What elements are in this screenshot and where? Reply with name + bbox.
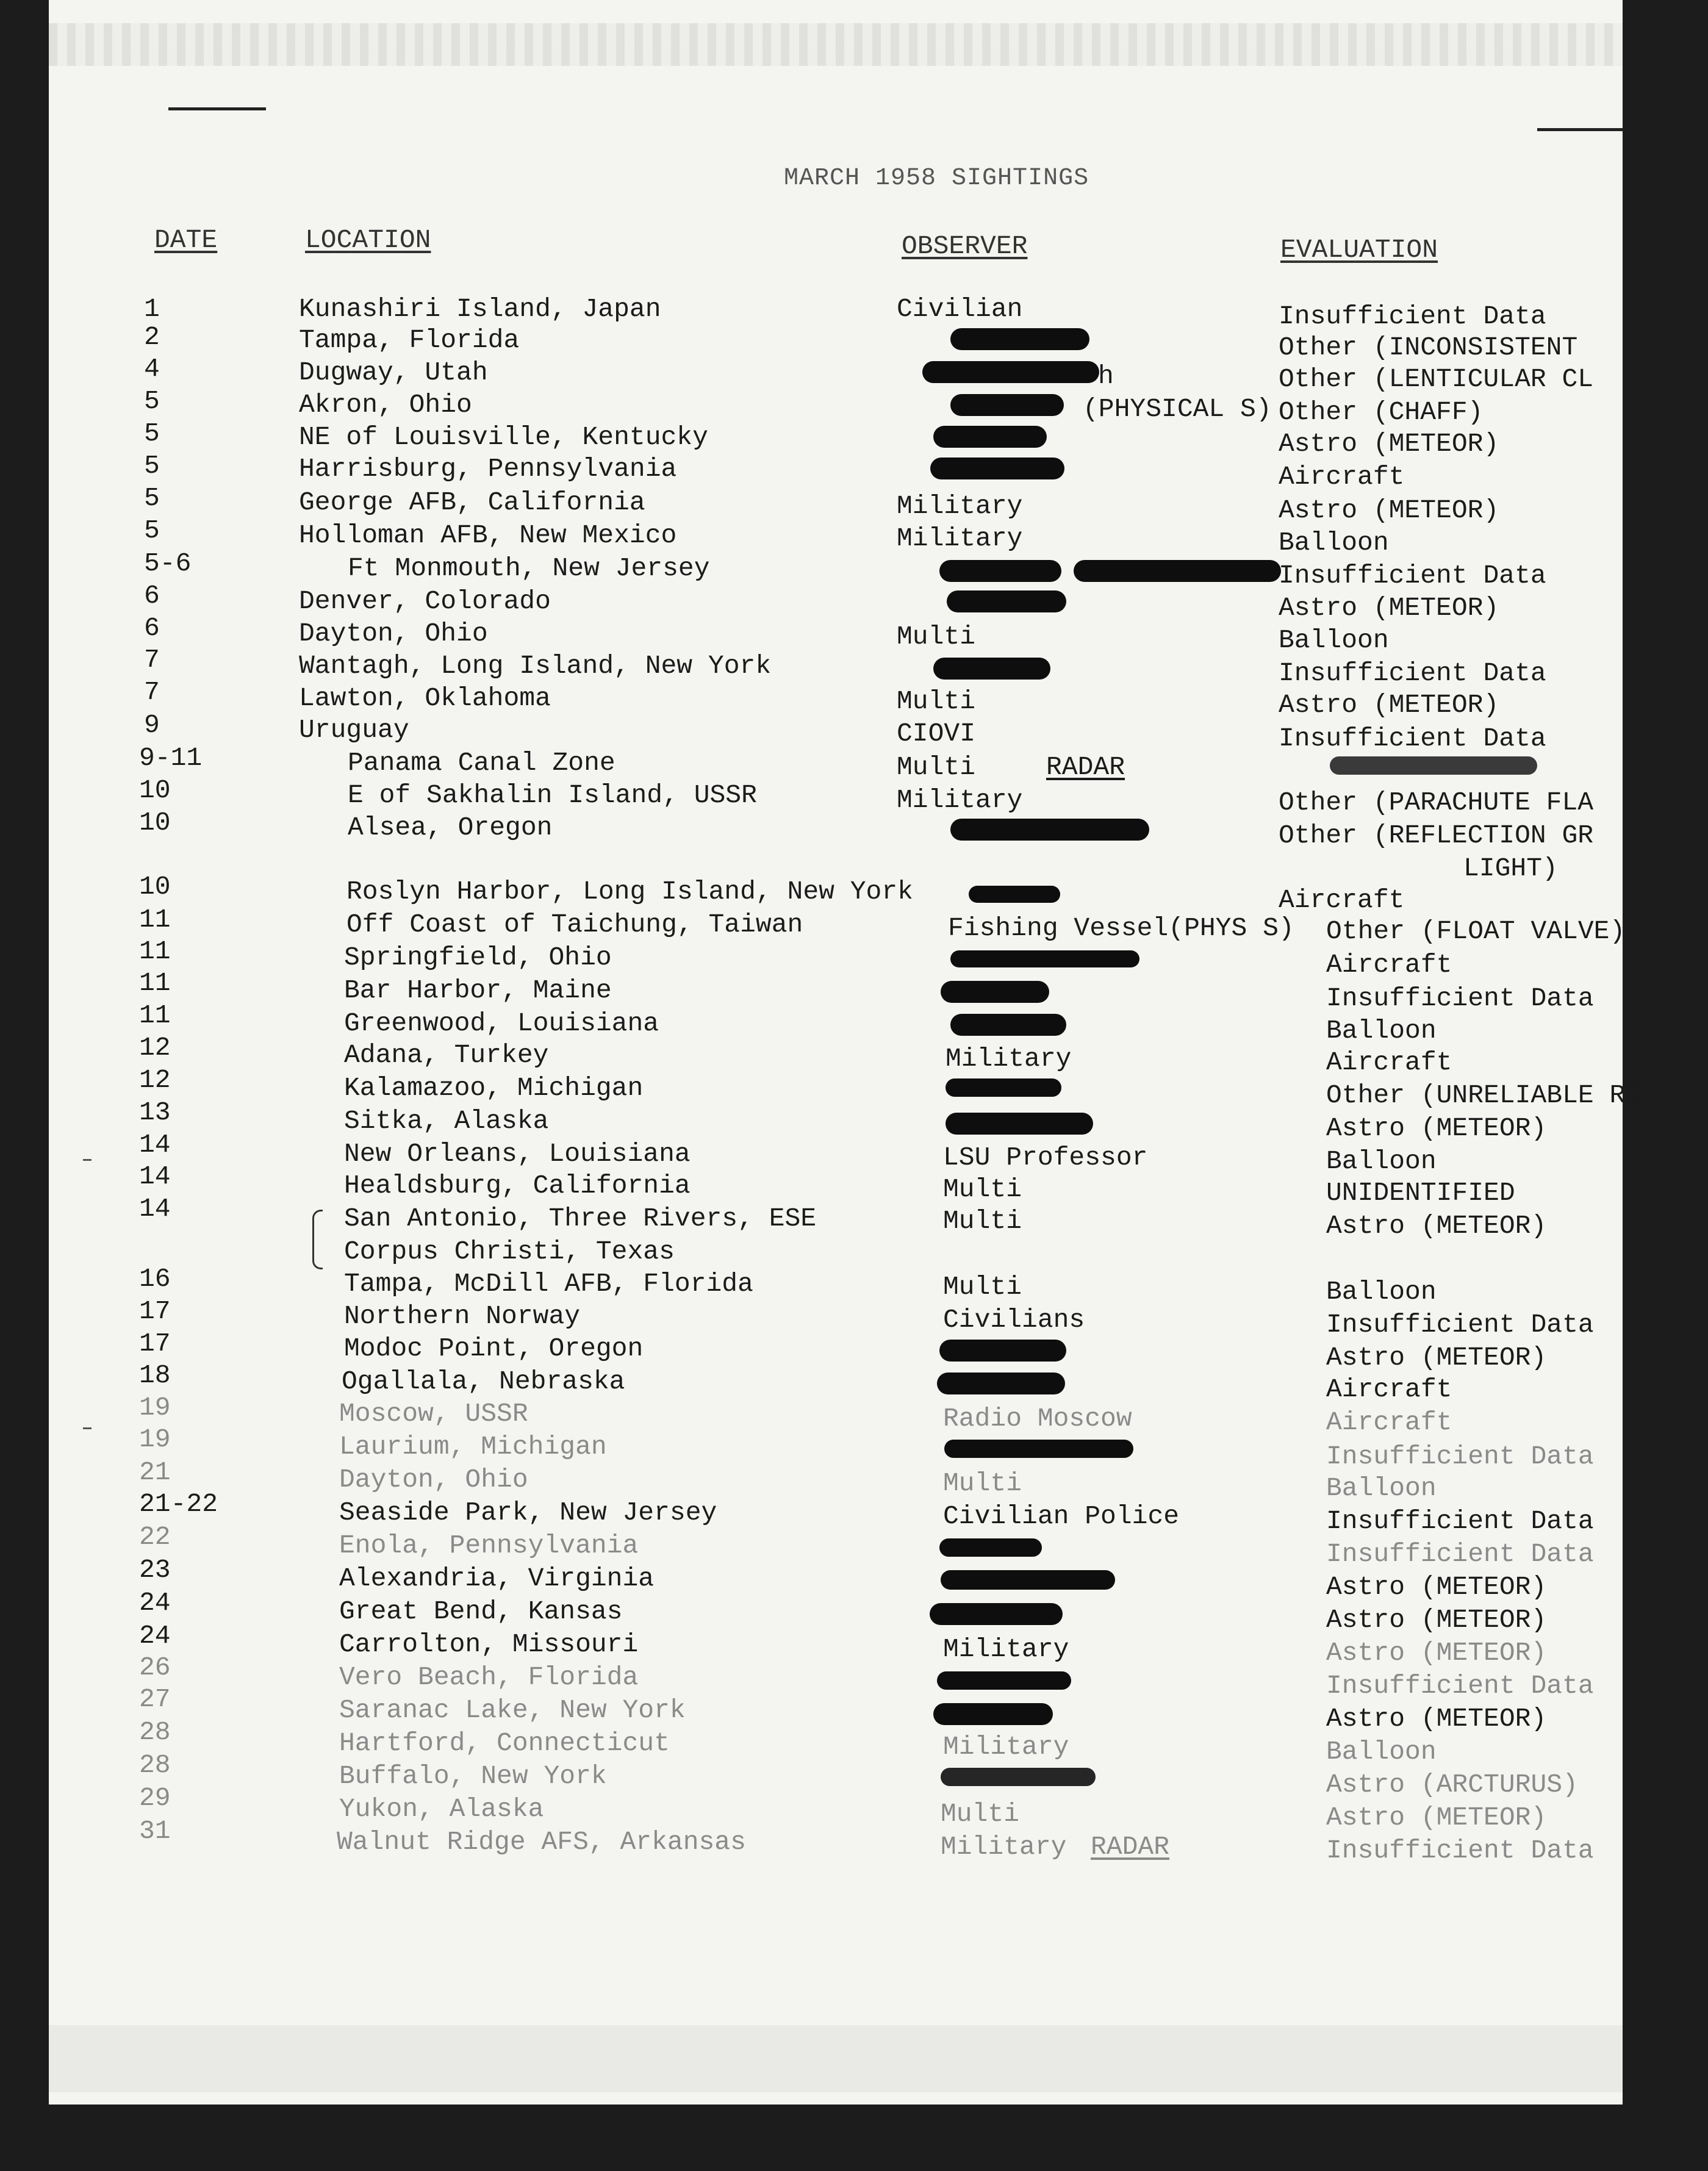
row-evaluation: Insufficient Data	[1326, 983, 1594, 1013]
row-observer: Multi	[897, 752, 976, 782]
row-observer: Multi	[943, 1468, 1022, 1498]
row-evaluation: Aircraft	[1279, 462, 1405, 492]
row-location: Seaside Park, New Jersey	[339, 1498, 717, 1527]
row-location: Kunashiri Island, Japan	[299, 294, 661, 324]
row-date: 17	[139, 1329, 171, 1358]
redaction-bar	[1330, 756, 1537, 775]
redaction-bar	[950, 328, 1089, 350]
row-observer: Civilian	[897, 294, 1023, 324]
row-location: Springfield, Ohio	[344, 942, 612, 972]
row-location: Off Coast of Taichung, Taiwan	[346, 910, 803, 939]
row-evaluation: Astro (METEOR)	[1279, 593, 1499, 623]
redaction-bar	[946, 1078, 1061, 1097]
redaction-bar	[939, 560, 1061, 582]
row-date: 27	[139, 1684, 171, 1714]
row-location: Buffalo, New York	[339, 1761, 607, 1791]
redaction-bar	[933, 1703, 1053, 1725]
row-evaluation: Insufficient Data	[1326, 1539, 1594, 1569]
row-date: 11	[139, 968, 171, 998]
grouping-brace	[312, 1210, 323, 1269]
row-location: Harrisburg, Pennsylvania	[299, 454, 677, 484]
row-evaluation: Astro (METEOR)	[1279, 495, 1499, 525]
row-date: 5	[144, 451, 160, 481]
row-location: Alexandria, Virginia	[339, 1563, 655, 1593]
document-page	[49, 0, 1642, 2105]
row-date: 9-11	[139, 743, 203, 773]
row-location: New Orleans, Louisiana	[344, 1139, 691, 1169]
row-date: 10	[139, 808, 171, 838]
redaction-bar	[1074, 560, 1281, 582]
row-location: Dugway, Utah	[299, 357, 488, 387]
row-evaluation: Other (CHAFF)	[1279, 397, 1484, 427]
row-date: 17	[139, 1296, 171, 1326]
row-location: Yukon, Alaska	[339, 1794, 544, 1824]
row-evaluation: Other (LENTICULAR CL	[1279, 364, 1594, 394]
row-location: Ft Monmouth, New Jersey	[348, 553, 710, 583]
row-location: Ogallala, Nebraska	[342, 1366, 625, 1396]
row-date: 12	[139, 1065, 171, 1095]
row-location: Healdsburg, California	[344, 1171, 691, 1200]
redaction-bar	[939, 1340, 1066, 1362]
row-observer: Military	[897, 785, 1023, 815]
row-evaluation: Aircraft	[1326, 1407, 1452, 1437]
evaluation-continuation: LIGHT)	[1463, 853, 1558, 883]
row-date: 13	[139, 1097, 171, 1127]
row-date: 12	[139, 1033, 171, 1063]
row-date: 11	[139, 905, 171, 935]
row-observer: Multi	[943, 1272, 1022, 1302]
row-date: 7	[144, 677, 160, 707]
row-date: 21-22	[139, 1489, 218, 1519]
row-evaluation: Balloon	[1326, 1146, 1437, 1176]
scan-bottom-band	[49, 2025, 1623, 2092]
row-location: Lawton, Oklahoma	[299, 683, 551, 713]
row-location: Sitka, Alaska	[344, 1106, 549, 1136]
row-location: Dayton, Ohio	[299, 619, 488, 648]
row-date: 5	[144, 386, 160, 416]
row-date: 2	[144, 322, 160, 352]
row-evaluation: Insufficient Data	[1326, 1310, 1594, 1340]
row-location: Kalamazoo, Michigan	[344, 1073, 644, 1103]
redaction-bar	[930, 1603, 1063, 1625]
row-evaluation: Astro (METEOR)	[1326, 1803, 1547, 1832]
row-location: Enola, Pennsylvania	[339, 1530, 639, 1560]
row-date: 19	[139, 1424, 171, 1454]
row-evaluation: Insufficient Data	[1279, 723, 1546, 753]
row-location: Dayton, Ohio	[339, 1465, 528, 1495]
row-evaluation: Astro (METEOR)	[1326, 1343, 1547, 1373]
row-date: 28	[139, 1717, 171, 1747]
row-evaluation: Aircraft	[1326, 950, 1452, 980]
row-evaluation: Astro (METEOR)	[1279, 429, 1499, 459]
row-date: 9	[144, 710, 160, 740]
row-location: San Antonio, Three Rivers, ESE	[344, 1204, 817, 1233]
row-evaluation: Insufficient Data	[1326, 1671, 1594, 1701]
row-date: 19	[139, 1393, 171, 1423]
row-observer: Military	[943, 1634, 1069, 1664]
row-date: 14	[139, 1130, 171, 1160]
row-date: 10	[139, 775, 171, 805]
row-date: 22	[139, 1522, 171, 1552]
row-observer: Multi	[943, 1174, 1022, 1204]
row-location: Uruguay	[299, 715, 409, 745]
redaction-bar	[941, 981, 1049, 1003]
row-date: 28	[139, 1750, 171, 1780]
radar-label: RADAR	[1091, 1832, 1170, 1862]
row-location: Carrolton, Missouri	[339, 1629, 639, 1659]
row-location: Adana, Turkey	[344, 1040, 549, 1070]
redaction-bar	[950, 819, 1149, 841]
row-date: 14	[139, 1194, 171, 1224]
row-observer: h	[1098, 361, 1114, 391]
row-location: E of Sakhalin Island, USSR	[348, 780, 757, 810]
row-evaluation: Insufficient Data	[1279, 561, 1546, 590]
row-evaluation: Insufficient Data	[1326, 1835, 1594, 1865]
row-evaluation: Astro (METEOR)	[1326, 1704, 1547, 1734]
row-location: Alsea, Oregon	[348, 813, 553, 842]
row-location: Denver, Colorado	[299, 586, 551, 616]
row-date: 31	[139, 1816, 171, 1846]
row-date: 11	[139, 936, 171, 966]
row-evaluation: Balloon	[1326, 1737, 1437, 1767]
row-evaluation: Astro (METEOR)	[1326, 1211, 1547, 1241]
row-location: George AFB, California	[299, 487, 645, 517]
row-evaluation: Insufficient Data	[1279, 301, 1546, 331]
header-evaluation: EVALUATION	[1280, 235, 1438, 265]
row-evaluation: Insufficient Data	[1326, 1506, 1594, 1536]
row-observer: Military	[897, 523, 1023, 553]
row-observer: Multi	[897, 686, 976, 716]
row-date: 6	[144, 581, 160, 611]
row-evaluation: Astro (METEOR)	[1326, 1605, 1547, 1635]
row-observer: Multi	[943, 1206, 1022, 1236]
row-evaluation: Balloon	[1326, 1016, 1437, 1046]
row-evaluation: UNIDENTIFIED	[1326, 1178, 1515, 1208]
redaction-bar	[930, 458, 1064, 479]
redaction-bar	[933, 426, 1047, 448]
row-location: Hartford, Connecticut	[339, 1728, 670, 1758]
row-date: 23	[139, 1555, 171, 1585]
row-date: 5	[144, 515, 160, 545]
redaction-bar	[950, 394, 1064, 416]
row-evaluation: Other (UNRELIABLE RE	[1326, 1080, 1642, 1110]
redaction-bar	[939, 1538, 1042, 1557]
row-location: Vero Beach, Florida	[339, 1662, 639, 1692]
row-location: Walnut Ridge AFS, Arkansas	[337, 1827, 746, 1857]
margin-mark	[83, 1159, 92, 1161]
radar-label: RADAR	[1046, 752, 1125, 782]
redaction-bar	[922, 361, 1099, 383]
redaction-bar	[950, 1014, 1066, 1036]
redaction-bar	[933, 658, 1050, 680]
row-location: Panama Canal Zone	[348, 748, 615, 778]
row-location: Greenwood, Louisiana	[344, 1008, 659, 1038]
row-observer: Military	[946, 1044, 1072, 1074]
row-date: 26	[139, 1652, 171, 1682]
redaction-bar	[941, 1768, 1096, 1786]
row-observer: CIOVI	[897, 719, 976, 748]
row-date: 5	[144, 483, 160, 513]
row-date: 14	[139, 1161, 171, 1191]
row-location: Bar Harbor, Maine	[344, 975, 612, 1005]
row-evaluation: Insufficient Data	[1279, 658, 1546, 688]
row-evaluation: Other (REFLECTION GR	[1279, 820, 1594, 850]
row-evaluation: Astro (METEOR)	[1326, 1638, 1547, 1668]
row-observer: Fishing Vessel(PHYS S)	[948, 913, 1294, 943]
row-observer: Civilian Police	[943, 1501, 1180, 1531]
row-location: Saranac Lake, New York	[339, 1695, 686, 1725]
row-date: 6	[144, 613, 160, 643]
row-evaluation: Balloon	[1279, 528, 1389, 558]
row-evaluation: Astro (METEOR)	[1326, 1572, 1547, 1602]
row-evaluation: Astro (ARCTURUS)	[1326, 1770, 1578, 1800]
row-observer: Radio Moscow	[943, 1404, 1132, 1434]
header-observer: OBSERVER	[902, 231, 1028, 261]
row-evaluation: Astro (METEOR)	[1326, 1113, 1547, 1143]
row-evaluation: Aircraft	[1279, 885, 1405, 915]
row-date: 4	[144, 354, 160, 384]
row-evaluation: Balloon	[1326, 1277, 1437, 1307]
redaction-bar	[947, 590, 1066, 612]
redaction-bar	[944, 1440, 1133, 1458]
row-date: 16	[139, 1264, 171, 1294]
row-evaluation: Balloon	[1326, 1473, 1437, 1503]
row-date: 10	[139, 872, 171, 902]
row-observer: Military	[897, 491, 1023, 521]
row-date: 5-6	[144, 548, 192, 578]
row-observer: Multi	[941, 1799, 1020, 1829]
row-location: Laurium, Michigan	[339, 1432, 607, 1462]
row-evaluation: Other (INCONSISTENT	[1279, 332, 1578, 362]
row-observer: Military	[941, 1832, 1067, 1862]
row-evaluation: Insufficient Data	[1326, 1441, 1594, 1471]
top-left-rule	[168, 107, 266, 110]
row-location: Great Bend, Kansas	[339, 1596, 623, 1626]
row-date: 18	[139, 1360, 171, 1390]
row-date: 5	[144, 418, 160, 448]
row-date: 29	[139, 1783, 171, 1813]
row-location: Moscow, USSR	[339, 1399, 528, 1429]
redaction-bar	[941, 1570, 1115, 1590]
row-location-continuation: Corpus Christi, Texas	[344, 1236, 675, 1266]
redaction-bar	[937, 1373, 1065, 1394]
top-right-rule	[1537, 128, 1623, 131]
row-evaluation: Other (PARACHUTE FLA	[1279, 788, 1594, 817]
row-location: Akron, Ohio	[299, 390, 472, 420]
row-evaluation: Aircraft	[1326, 1047, 1452, 1077]
row-observer: Multi	[897, 622, 976, 651]
observer-physical-s: (PHYSICAL S)	[1083, 394, 1272, 424]
row-date: 21	[139, 1457, 171, 1487]
row-observer: Military	[943, 1732, 1069, 1762]
row-evaluation: Astro (METEOR)	[1279, 690, 1499, 720]
row-date: 1	[144, 294, 160, 324]
row-location: Wantagh, Long Island, New York	[299, 651, 772, 681]
row-date: 7	[144, 645, 160, 675]
row-observer: Civilians	[943, 1305, 1085, 1335]
row-observer: LSU Professor	[943, 1143, 1148, 1172]
header-date: DATE	[154, 225, 218, 255]
header-location: LOCATION	[305, 225, 431, 255]
scan-top-edge	[49, 23, 1623, 66]
row-evaluation: Other (FLOAT VALVE)	[1326, 916, 1626, 946]
document-title: MARCH 1958 SIGHTINGS	[784, 165, 1089, 192]
redaction-bar	[969, 886, 1060, 903]
row-location: Northern Norway	[344, 1301, 581, 1331]
row-evaluation: Balloon	[1279, 625, 1389, 655]
redaction-bar	[937, 1671, 1071, 1690]
row-location: Modoc Point, Oregon	[344, 1333, 644, 1363]
redaction-bar	[950, 950, 1139, 967]
row-evaluation: Aircraft	[1326, 1374, 1452, 1404]
row-date: 11	[139, 1000, 171, 1030]
row-location: Tampa, McDill AFB, Florida	[344, 1269, 753, 1299]
row-date: 24	[139, 1621, 171, 1651]
row-date: 24	[139, 1588, 171, 1618]
row-location: Roslyn Harbor, Long Island, New York	[346, 877, 913, 906]
row-location: Holloman AFB, New Mexico	[299, 520, 677, 550]
margin-mark	[83, 1427, 92, 1429]
row-location: NE of Louisville, Kentucky	[299, 422, 708, 452]
redaction-bar	[946, 1113, 1093, 1135]
row-location: Tampa, Florida	[299, 325, 520, 355]
